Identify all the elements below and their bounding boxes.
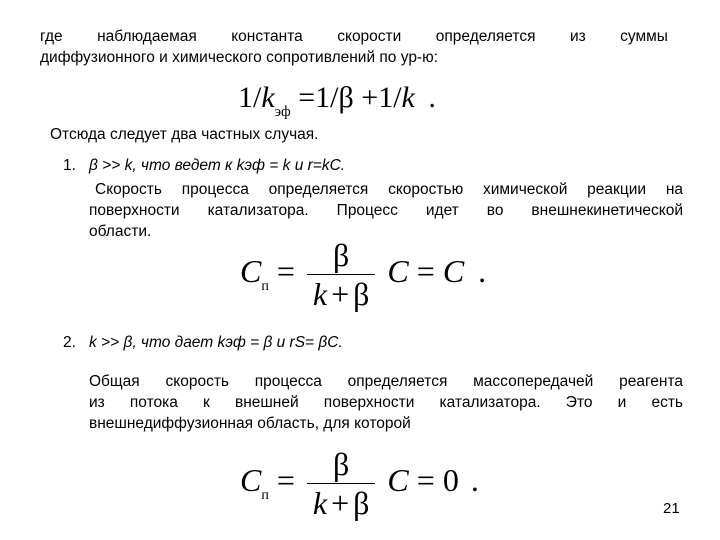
case-1-line: Скорость процесса определяется скоростью химической реакции на [95,181,683,198]
page-number: 21 [663,500,680,517]
case-1-text [89,179,683,242]
case-2-line: Общая скорость процесса определяется массопередачей реагента [89,373,683,390]
case-2-line: внешнедиффузионная область, для которой [89,415,411,432]
formula-kinetic-region: $C_п$ = $\frac{\beta}{k + \beta}$ C = C . [240,237,487,312]
case-2-condition: 2. k >> β, что дает kэф = β и rS= βC. [63,334,343,351]
formula-effective-constant: $1/k_{эф} =1/\beta +1/k$ . [238,81,436,120]
intro-line-1: где наблюдаемая константа скорости определяется из суммы [40,28,668,45]
case-1-condition: 1. β >> k, что ведет к kэф = k и r=kC. [63,157,346,174]
case-1-line: области. [89,223,152,240]
case-2-line: из потока к внешней поверхности катализатора. Это и есть [89,394,683,411]
cases-intro: Отсюда следует два частных случая. [50,126,319,143]
fraction: $\frac{\beta}{k + \beta}$ [307,236,376,313]
case-2-text [89,371,683,434]
case-1-line: поверхности катализатора. Процесс идет во внешнекинетической [89,202,683,219]
fraction: $\frac{\beta}{k + \beta}$ [307,445,376,522]
intro-paragraph [40,26,668,68]
intro-line-2: диффузионного и химического сопротивлений по ур-ю: [40,49,439,66]
formula-diffusion-region: $C_п$ = $\frac{\beta}{k + \beta}$ C = 0 . [240,446,479,521]
